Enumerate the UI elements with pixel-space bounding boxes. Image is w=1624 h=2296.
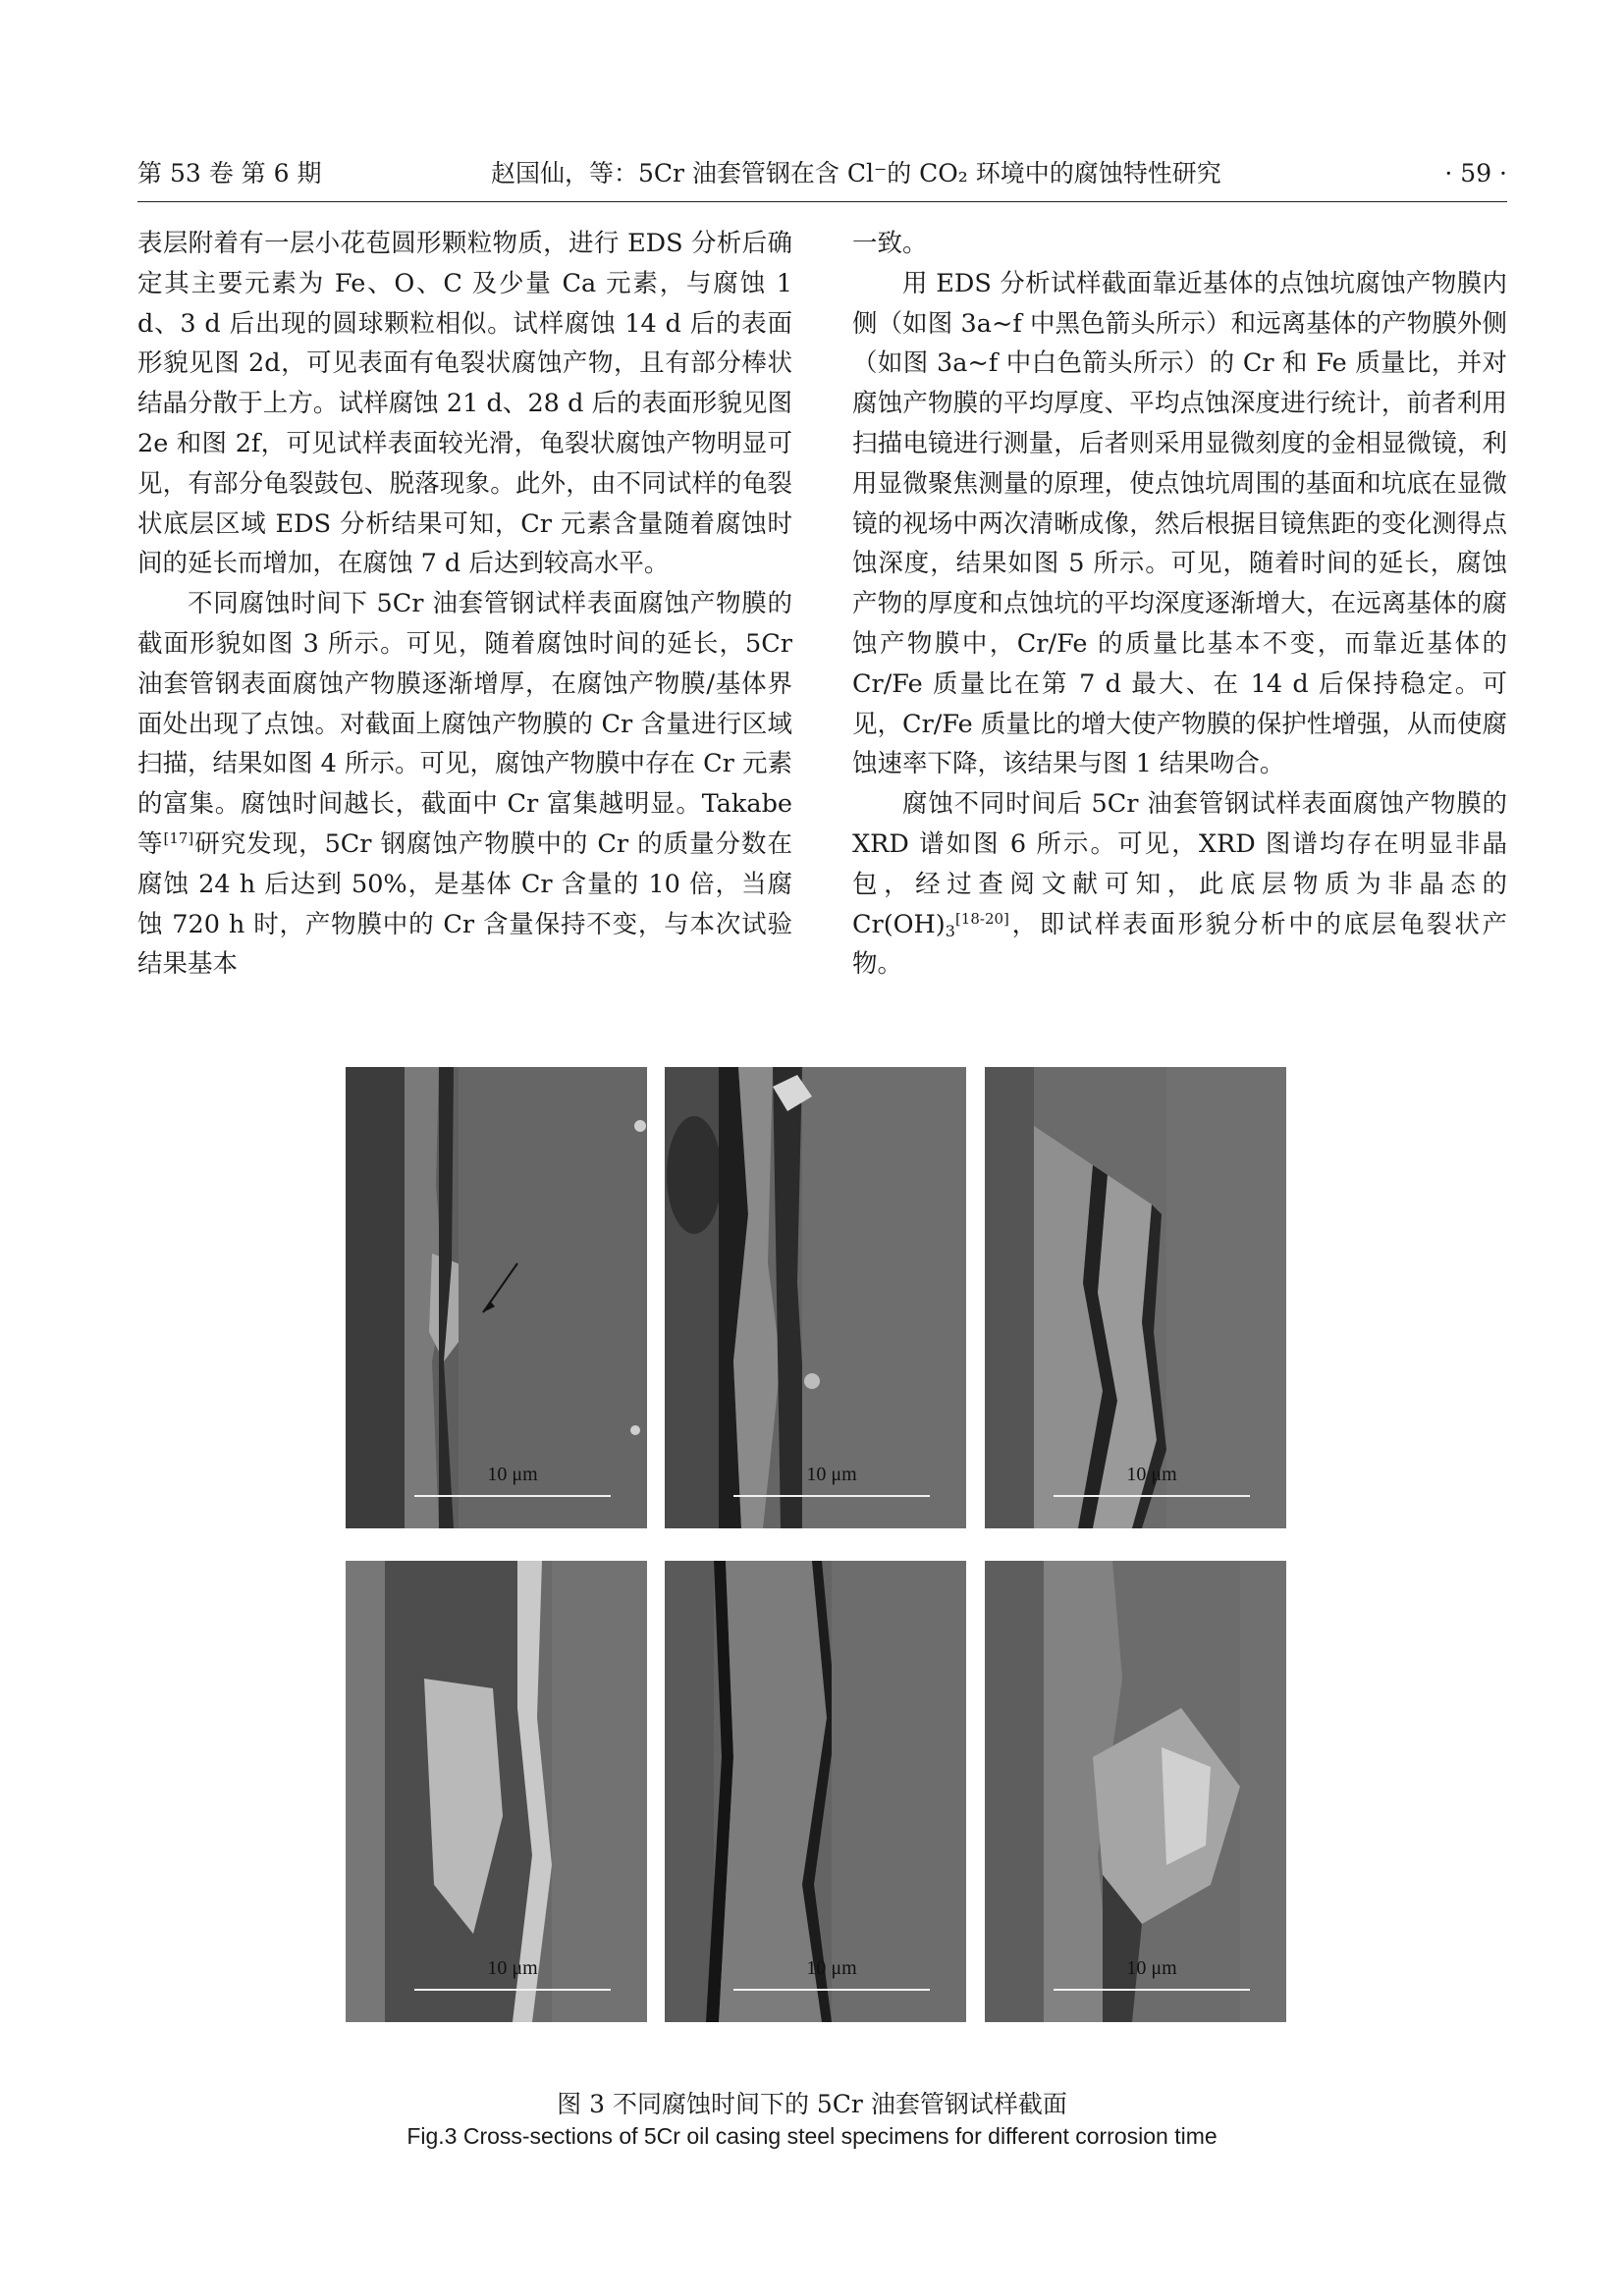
scale-bar-d [414, 1989, 611, 1991]
scale-bar-e [733, 1989, 930, 1991]
running-header [137, 157, 1507, 190]
sem-image-a [346, 1067, 647, 1528]
left-paragraph-2-text-a: 不同腐蚀时间下 5Cr 油套管钢试样表面腐蚀产物膜的截面形貌如图 3 所示。可见，随着腐蚀时间的延长，5Cr 油套管钢表面腐蚀产物膜逐渐增厚，在腐蚀产物膜/基体界面处出现了点蚀。对截面上腐蚀产物膜的 Cr 含量进行区域扫描，结果如图 4 所示。可见，腐蚀产物膜中存在 Cr 元素的富集。腐蚀时间越长，截面中 Cr 富集越明显。Takabe 等 [137, 589, 792, 859]
scale-label-b: 10 μm [806, 1464, 857, 1485]
scale-label-c: 10 μm [1126, 1464, 1177, 1485]
sem-image-e [665, 1561, 966, 2022]
sem-panel-c [985, 1067, 1286, 1528]
right-paragraph-0: 一致。 [852, 229, 928, 258]
right-paragraph-1: 用 EDS 分析试样截面靠近基体的点蚀坑腐蚀产物膜内侧（如图 3a~f 中黑色箭头所示）和远离基体的产物膜外侧（如图 3a~f 中白色箭头所示）的 Cr 和 Fe 质量比，并对腐蚀产物膜的平均厚度、平均点蚀深度进行统计，前者利用扫描电镜进行测量，后者则采用显微刻度的金相显微镜，利用显微聚焦测量的原理，使点蚀坑周围的基面和坑底在显微镜的视场中两次清晰成像，然后根据目镜焦距的变化测得点蚀深度，结果如图 5 所示。可见，随着时间的延长，腐蚀产物的厚度和点蚀坑的平均深度逐渐增大，在远离基体的腐蚀产物膜中，Cr/Fe 的质量比基本不变，而靠近基体的 Cr/Fe 质量比在第 7 d 最大、在 14 d 后保持稳定。可见，Cr/Fe 质量比的增大使产物膜的保护性增强，从而使腐蚀速率下降，该结果与图 1 结果吻合。 [852, 268, 1507, 779]
scale-bar-b [733, 1495, 930, 1497]
scale-bar-c [1054, 1495, 1250, 1497]
scale-label-a: 10 μm [487, 1464, 538, 1485]
sem-image-b [665, 1067, 966, 1528]
right-paragraph-2-text-a: 腐蚀不同时间后 5Cr 油套管钢试样表面腐蚀产物膜的 XRD 谱如图 6 所示。可见，XRD 图谱均存在明显非晶包，经过查阅文献可知，此底层物质为非晶态的 Cr(OH) [852, 789, 1507, 939]
scale-label-d: 10 μm [487, 1957, 538, 1979]
sem-panel-a [346, 1067, 647, 1528]
subscript-3: 3 [945, 921, 955, 940]
running-title: 赵国仙，等：5Cr 油套管钢在含 Cl⁻的 CO₂ 环境中的腐蚀特性研究 [491, 159, 1221, 187]
sem-image-d [346, 1561, 647, 2022]
scale-bar-f [1054, 1989, 1250, 1991]
sem-panel-e [665, 1561, 966, 2022]
sem-panel-b [665, 1067, 966, 1528]
scale-label-f: 10 μm [1126, 1957, 1177, 1979]
right-paragraph-2 [852, 784, 1507, 985]
citation-18-20: [18-20] [954, 909, 1009, 928]
scale-bar-a [414, 1495, 611, 1497]
sem-panel-f [985, 1561, 1286, 2022]
left-paragraph-2-text-b: 研究发现，5Cr 钢腐蚀产物膜中的 Cr 的质量分数在腐蚀 24 h 后达到 50%，是基体 Cr 含量的 10 倍，当腐蚀 720 h 时，产物膜中的 Cr 含量保持不变，与本次试验结果基本 [137, 828, 792, 980]
scale-label-e: 10 μm [806, 1957, 857, 1979]
figure-3 [346, 1067, 1288, 2029]
citation-17: [17] [163, 828, 194, 847]
figure-caption-en: Fig.3 Cross-sections of 5Cr oil casing steel specimens for different corrosion time [406, 2123, 1218, 2149]
sem-image-c [985, 1067, 1286, 1528]
journal-volume-issue: 第 53 卷 第 6 期 [137, 159, 322, 187]
left-column [137, 224, 792, 985]
sem-image-f [985, 1561, 1286, 2022]
right-column [852, 224, 1507, 985]
left-paragraph-2 [137, 584, 792, 985]
right-paragraph-2-text-b: ，即试样表面形貌分析中的底层龟裂状产物。 [852, 909, 1507, 980]
sem-panel-d [346, 1561, 647, 2022]
left-paragraph-1: 表层附着有一层小花苞圆形颗粒物质，进行 EDS 分析后确定其主要元素为 Fe、O、C 及少量 Ca 元素，与腐蚀 1 d、3 d 后出现的圆球颗粒相似。试样腐蚀 14 d 后的表面形貌见图 2d，可见表面有龟裂状腐蚀产物，且有部分棒状结晶分散于上方。试样腐蚀 21 d、28 d 后的表面形貌见图 2e 和图 2f，可见试样表面较光滑，龟裂状腐蚀产物明显可见，有部分龟裂鼓包、脱落现象。此外，由不同试样的龟裂状底层区域 EDS 分析结果可知，Cr 元素含量随着腐蚀时间的延长而增加，在腐蚀 7 d 后达到较高水平。 [137, 229, 792, 579]
figure-caption-cn: 图 3 不同腐蚀时间下的 5Cr 油套管钢试样截面 [557, 2090, 1067, 2118]
header-rule [137, 201, 1507, 202]
page-number: · 59 · [1444, 159, 1507, 187]
